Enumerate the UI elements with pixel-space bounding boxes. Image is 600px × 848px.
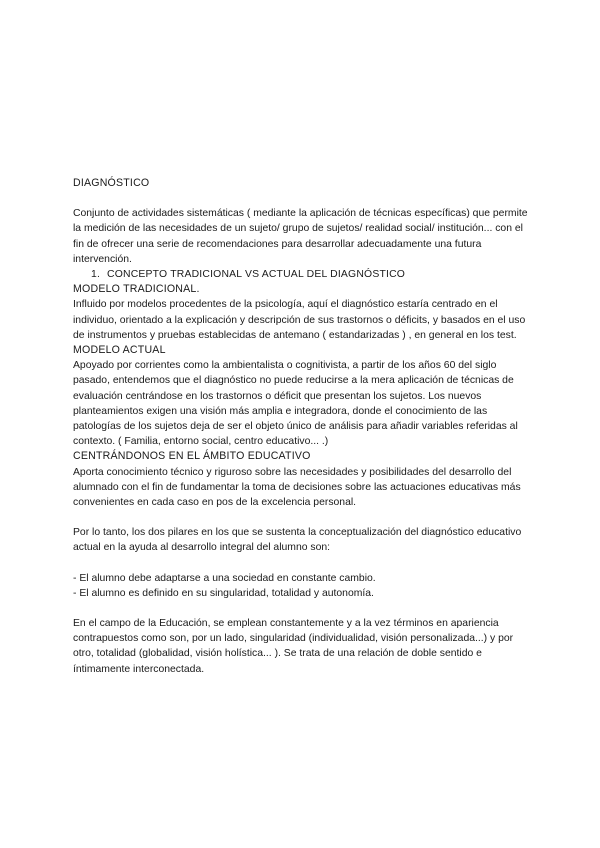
ambito-educativo-text: Aporta conocimiento técnico y riguroso sobre las necesidades y posibilidades del desarrollo del alumnado con el fin de fundamentar la toma de decisiones sobre las actuaciones educativas más convenientes en cada caso en pos de la excelencia personal. bbox=[73, 466, 521, 509]
document-content bbox=[73, 176, 535, 677]
ambito-educativo-heading: CENTRÁNDONOS EN EL ÁMBITO EDUCATIVO bbox=[73, 450, 311, 463]
definition-paragraph: Conjunto de actividades sistemáticas ( mediante la aplicación de técnicas específicas) que permite la medición de las necesidades de un sujeto/ grupo de sujetos/ realidad social/ institución... con el fin de ofrecer una serie de recomendaciones para desarrollar adecuadamente una futura intervención. bbox=[73, 208, 528, 265]
modelo-tradicional-text: Influido por modelos procedentes de la psicología, aquí el diagnóstico estaría centrado en el individuo, orientado a la explicación y descripción de sus trastornos o déficits, y basados en el uso de instrumentos y pruebas establecidas de antemano ( estandarizadas ) , en general en los test. bbox=[73, 299, 526, 341]
pilar-item: - El alumno debe adaptarse a una sociedad en constante cambio. bbox=[73, 572, 376, 584]
document-title: DIAGNÓSTICO bbox=[73, 177, 150, 189]
pilares-intro: Por lo tanto, los dos pilares en los que se sustenta la conceptualización del diagnóstico educativo actual en la ayuda al desarrollo integral del alumno son: bbox=[73, 527, 522, 554]
modelo-actual-text: Apoyado por corrientes como la ambientalista o cognitivista, a partir de los años 60 del siglo pasado, entendemos que el diagnóstico no puede reducirse a la mera aplicación de técnicas de evaluación centrándose en los trastornos o déficit que presentan los sujetos. Los nuevos planteamientos exigen una visión más amplia e integradora, donde el conocimiento de las patologías de los sujetos deja de ser el objeto único de análisis para añadir variables referidas al contexto. ( Familia, entorno social, centro educativo... .) bbox=[73, 360, 518, 448]
modelo-actual-heading: MODELO ACTUAL bbox=[73, 344, 166, 357]
pilar-item: - El alumno es definido en su singularidad, totalidad y autonomía. bbox=[73, 587, 374, 599]
list-item-number: 1. bbox=[91, 269, 101, 281]
numbered-list-item bbox=[73, 267, 535, 282]
list-item-text: CONCEPTO TRADICIONAL VS ACTUAL DEL DIAGNÓSTICO bbox=[107, 269, 406, 281]
modelo-tradicional-heading: MODELO TRADICIONAL. bbox=[73, 283, 200, 296]
pilares-list bbox=[73, 571, 535, 601]
conclusion-paragraph: En el campo de la Educación, se emplean constantemente y a la vez términos en apariencia contrapuestos como son, por un lado, singularidad (individualidad, visión personalizada...) y por otro, totalidad (globalidad, visión holística... ). Se trata de una relación de doble sentido e íntimamente interconectada. bbox=[73, 618, 514, 675]
